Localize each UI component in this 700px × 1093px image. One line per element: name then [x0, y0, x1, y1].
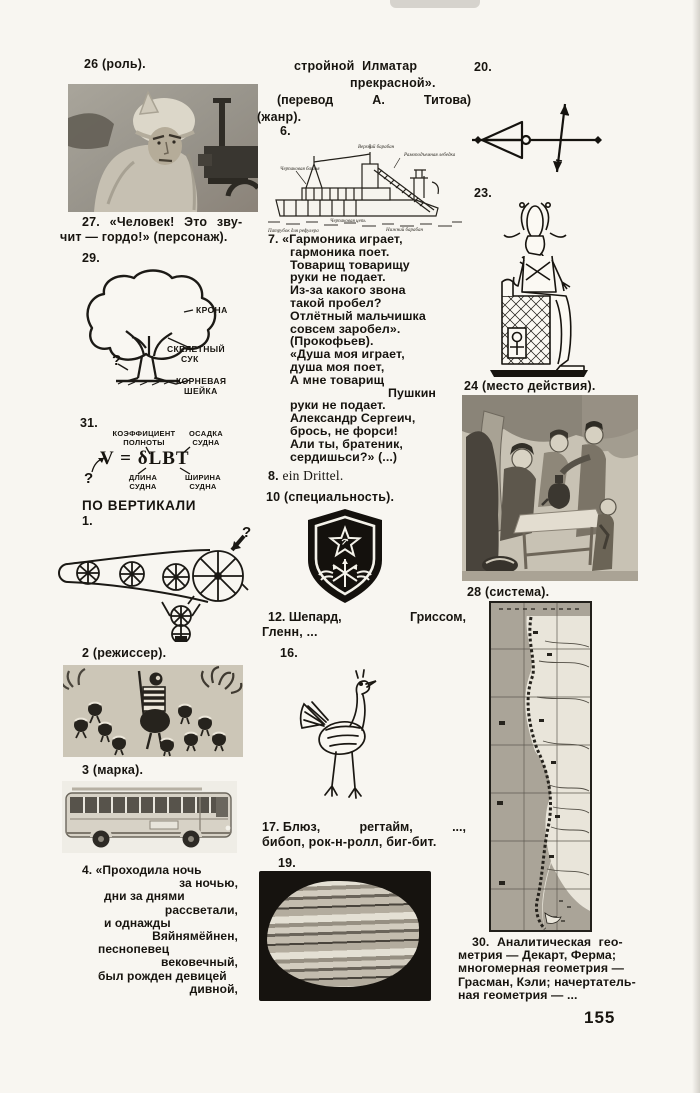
clue-4-translator: (перевод А. Титова) — [277, 93, 471, 107]
clue-12: 12. Шепард, Гриссом, Гленн, ... — [262, 610, 466, 639]
banded-rock-photo — [259, 871, 431, 1001]
clue-1: 1. — [82, 514, 93, 528]
ship-label: Черпаковая цепь — [330, 219, 366, 224]
ship-label: Черпаковая башня — [280, 167, 320, 172]
bustard-bird-drawing — [298, 664, 386, 806]
clue-4-continuation-line1: стройной Илматар — [294, 59, 418, 73]
clue-31: 31. — [80, 416, 98, 430]
tree-label-krona: КРОНА — [196, 305, 228, 315]
formula-diagram — [84, 428, 254, 498]
clue-29: 29. — [82, 251, 100, 265]
military-patch-emblem — [303, 507, 387, 605]
clue-26: 26 (роль). — [84, 57, 146, 71]
tree-label-sheyka: КОРНЕВАЯ ШЕЙКА — [176, 376, 227, 396]
weather-vane-drawing — [468, 98, 603, 178]
clue-6: 6. — [280, 124, 291, 138]
clue-30: 30. Аналитическая гео- метрия — Декарт, Ферма; многомерная геометрия — Грасман, Кэли; начертатель- ная геометрия — ... — [458, 935, 636, 1002]
page-number: 155 — [584, 1008, 616, 1027]
ship-label: Нижний барабан — [386, 228, 424, 233]
clue-20: 20. — [474, 60, 492, 74]
dredger-diagram — [266, 138, 466, 234]
ship-label: Верхний барабан — [358, 145, 395, 150]
formula-question-mark: ? — [84, 470, 94, 487]
tree-question-mark: ? — [112, 352, 122, 369]
formula-equation: V = δLBT — [100, 448, 190, 469]
clue-4-continuation-line2: прекрасной». — [350, 76, 436, 90]
ship-label: Патрубок для рефулера — [268, 229, 319, 234]
formula-label-dlina: ДЛИНА СУДНА — [128, 473, 158, 491]
clue-2: 2 (режиссер). — [82, 646, 167, 660]
clue-7: 7. «Гармоника играет, гармоника поет. Товарищ товарищу руки не подает. Из-за какого звона такой пробел? Отлётный мальчишка совсем заробел». (Прокофьев). «Душа моя играет, душа моя поет, А мне товарищ Пушкин руки не подает. Александр Сергеич, брось, не форси! Али ты, братеник, сердишьси?» (...) — [268, 232, 436, 464]
clue-10: 10 (специальность). — [266, 490, 395, 504]
clue-28: 28 (система). — [467, 585, 550, 599]
cartoon-still — [63, 665, 243, 757]
tree-label-suk: СКЕЛЕТНЫЙ СУК — [167, 344, 225, 364]
bus-photo — [62, 781, 237, 853]
photo-machine-gunner — [68, 84, 258, 212]
scan-smudge — [390, 0, 480, 8]
clue-16: 16. — [280, 646, 298, 660]
conveyor-mechanism-drawing — [58, 524, 253, 642]
clue-23: 23. — [474, 186, 492, 200]
formula-label-coef: КОЭФФИЦИЕНТ ПОЛНОТЫ — [112, 429, 176, 447]
rock-specimen — [267, 881, 419, 987]
clue-27: 27. «Человек! Это зву- чит — гордо!» (персонаж). — [60, 215, 243, 244]
clue-19: 19. — [278, 856, 296, 870]
south-america-map — [489, 601, 592, 932]
clue-24: 24 (место действия). — [464, 379, 596, 393]
section-heading-vertical: ПО ВЕРТИКАЛИ — [82, 498, 197, 513]
formula-label-osadka: ОСАДКА СУДНА — [189, 429, 223, 447]
clue-4: 4. «Проходила ночь за ночью, дни за днями рассветали, и однажды Вяйнямёйнен, песнопевец вековечный, был рожден девицей дивной, — [82, 863, 238, 996]
clue-4-genre: (жанр). — [257, 110, 302, 124]
formula-label-shirina: ШИРИНА СУДНА — [185, 473, 221, 491]
clue-8: 8. ein Drittel. — [268, 468, 344, 483]
clue-3: 3 (марка). — [82, 763, 144, 777]
tea-scene-engraving — [462, 395, 638, 581]
clue-17: 17. Блюз, регтайм, ..., бибоп, рок-н-ролл, биг-бит. — [262, 820, 466, 849]
egyptian-deity-drawing — [478, 200, 598, 378]
ship-label: Рамоподъемная лебедка — [404, 153, 456, 158]
mechanism-question-mark: ? — [242, 524, 252, 541]
